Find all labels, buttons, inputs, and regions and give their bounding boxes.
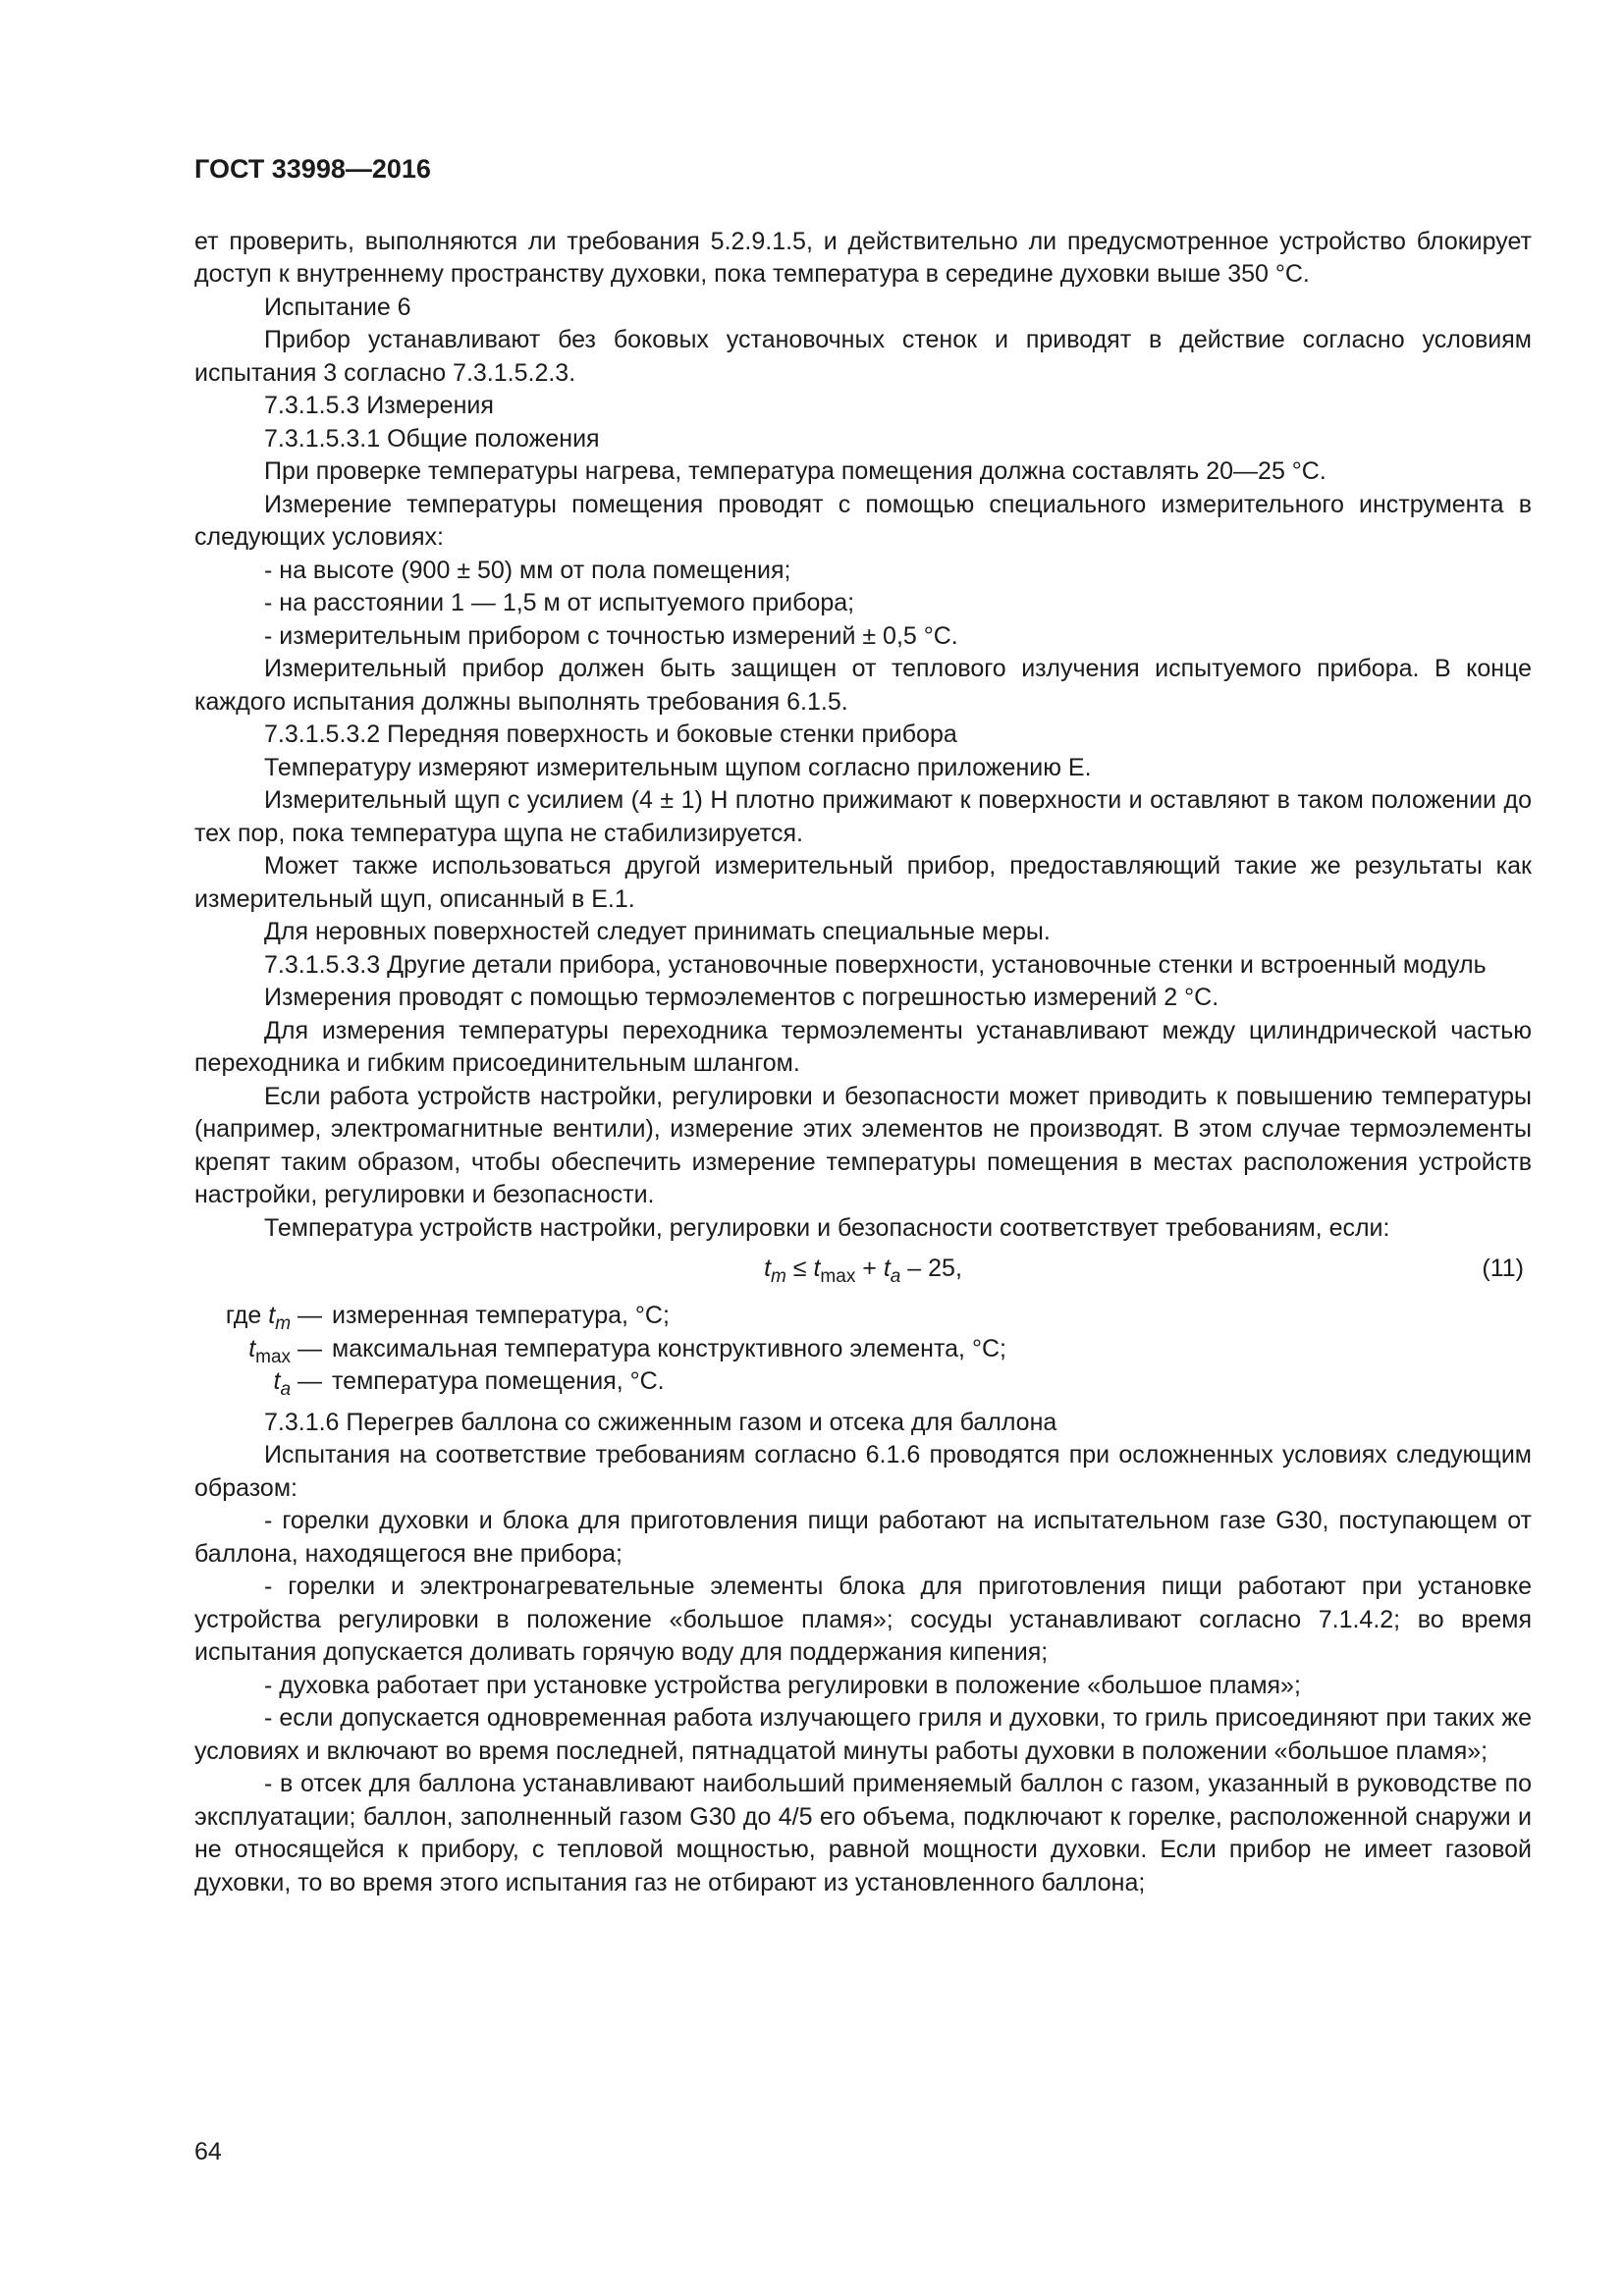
legend-description: максимальная температура конструктивного элемента, °С; <box>332 1334 1006 1362</box>
paragraph: Измерительный прибор должен быть защищен от теплового излучения испытуемого прибора. В конце каждого испытания должны выполнять требования 6.1.5. <box>194 655 1532 716</box>
list-item: - если допускается одновременная работа излучающего гриля и духовки, то гриль присоединяют при таких же условиях и включают во время последней, пятнадцатой минуты работы духовки в положении «большое пламя»; <box>194 1704 1532 1765</box>
page-number: 64 <box>194 2138 222 2165</box>
section-heading: 7.3.1.6 Перегрев баллона со сжиженным газом и отсека для баллона <box>264 1408 1057 1436</box>
paragraph: Испытание 6 <box>264 293 411 321</box>
list-item: - на расстоянии 1 — 1,5 м от испытуемого прибора; <box>264 589 855 616</box>
list-item: - горелки и электронагревательные элементы блока для приготовления пищи работают при установке устройства регулировки в положение «большое пламя»; сосуды устанавливают согласно 7.1.4.2; во время испытания допускается доливать горячую воду для поддержания кипения; <box>194 1573 1532 1666</box>
paragraph: Если работа устройств настройки, регулировки и безопасности может приводить к повышению температуры (например, электромагнитные вентили), измерение этих элементов не производят. В этом случае термоэлементы крепят таким образом, чтобы обеспечить измерение температуры помещения в местах расположения устройств настройки, регулировки и безопасности. <box>194 1082 1532 1208</box>
paragraph: Для неровных поверхностей следует принимать специальные меры. <box>264 918 1051 945</box>
paragraph: При проверке температуры нагрева, температура помещения должна составлять 20—25 °С. <box>264 457 1326 485</box>
document-header: ГОСТ 33998—2016 <box>194 154 431 184</box>
list-item: - горелки духовки и блока для приготовления пищи работают на испытательном газе G30, поступающем от баллона, находящегося вне прибора; <box>194 1507 1532 1568</box>
legend-description: температура помещения, °С. <box>332 1367 665 1395</box>
list-item: - в отсек для баллона устанавливают наибольший применяемый баллон с газом, указанный в руководстве по эксплуатации; баллон, заполненный газом G30 до 4/5 его объема, подключают к горелке, расположенной снаружи и не относящейся к прибору, с тепловой мощностью, равной мощности духовки. Если прибор не имеет газовой духовки, то во время этого испытания газ не отбирают из установленного баллона; <box>194 1770 1532 1896</box>
legend-row: $t_{max}$ — максимальная температура конструктивного элемента, °С; <box>248 1334 1006 1367</box>
formula-legend <box>194 1300 1532 1399</box>
paragraph: Может также использоваться другой измерительный прибор, предоставляющий такие же результаты как измерительный щуп, описанный в Е.1. <box>194 852 1532 913</box>
paragraph: Измерения проводят с помощью термоэлементов с погрешностью измерений 2 °С. <box>264 984 1219 1011</box>
paragraph: Температура устройств настройки, регулировки и безопасности соответствует требованиям, если: <box>264 1213 1390 1242</box>
formula-number: (11) <box>1482 1255 1524 1282</box>
paragraph: Измерительный щуп с усилием (4 ± 1) Н плотно прижимают к поверхности и оставляют в таком положении до тех пор, пока температура щупа не стабилизируется. <box>194 786 1532 847</box>
legend-row: где $t_m$ — измеренная температура, °С; <box>225 1302 670 1334</box>
paragraph: Испытания на соответствие требованиям согласно 6.1.6 проводятся при осложненных условиях следующим образом: <box>194 1441 1532 1502</box>
legend-row: $t_a$ — температура помещения, °С. <box>273 1367 665 1400</box>
section-heading: 7.3.1.5.3 Измерения <box>264 392 494 419</box>
paragraph: Для измерения температуры переходника термоэлементы устанавливают между цилиндрической частью переходника и гибким присоединительным шлангом. <box>194 1016 1532 1077</box>
document-page <box>194 147 1532 2228</box>
paragraph: ет проверить, выполняются ли требования 5.2.9.1.5, и действительно ли предусмотренное устройство блокирует доступ к внутреннему пространству духовки, пока температура в середине духовки выше 350 °С. <box>194 227 1532 288</box>
list-item: - измерительным прибором с точностью измерений ± 0,5 °С. <box>264 621 958 650</box>
section-heading: 7.3.1.5.3.1 Общие положения <box>264 424 600 453</box>
section-heading: 7.3.1.5.3.2 Передняя поверхность и боковые стенки прибора <box>264 721 957 748</box>
paragraph: Прибор устанавливают без боковых установочных стенок и приводят в действие согласно условиям испытания 3 согласно 7.3.1.5.2.3. <box>194 326 1532 387</box>
legend-description: измеренная температура, °С; <box>332 1302 670 1329</box>
paragraph: Температуру измеряют измерительным щупом согласно приложению Е. <box>264 753 1092 781</box>
formula-expression: $t_m \le t_{max} + t_a - 25$, <box>764 1255 962 1287</box>
paragraph: Измерение температуры помещения проводят с помощью специального измерительного инструмента в следующих условиях: <box>194 490 1532 551</box>
list-item: - духовка работает при установке устройства регулировки в положение «большое пламя»; <box>264 1671 1301 1699</box>
formula <box>194 1251 1532 1294</box>
list-item: - на высоте (900 ± 50) мм от пола помещения; <box>264 556 791 584</box>
section-heading: 7.3.1.5.3.3 Другие детали прибора, установочные поверхности, установочные стенки и встроенный модуль <box>264 950 1487 979</box>
